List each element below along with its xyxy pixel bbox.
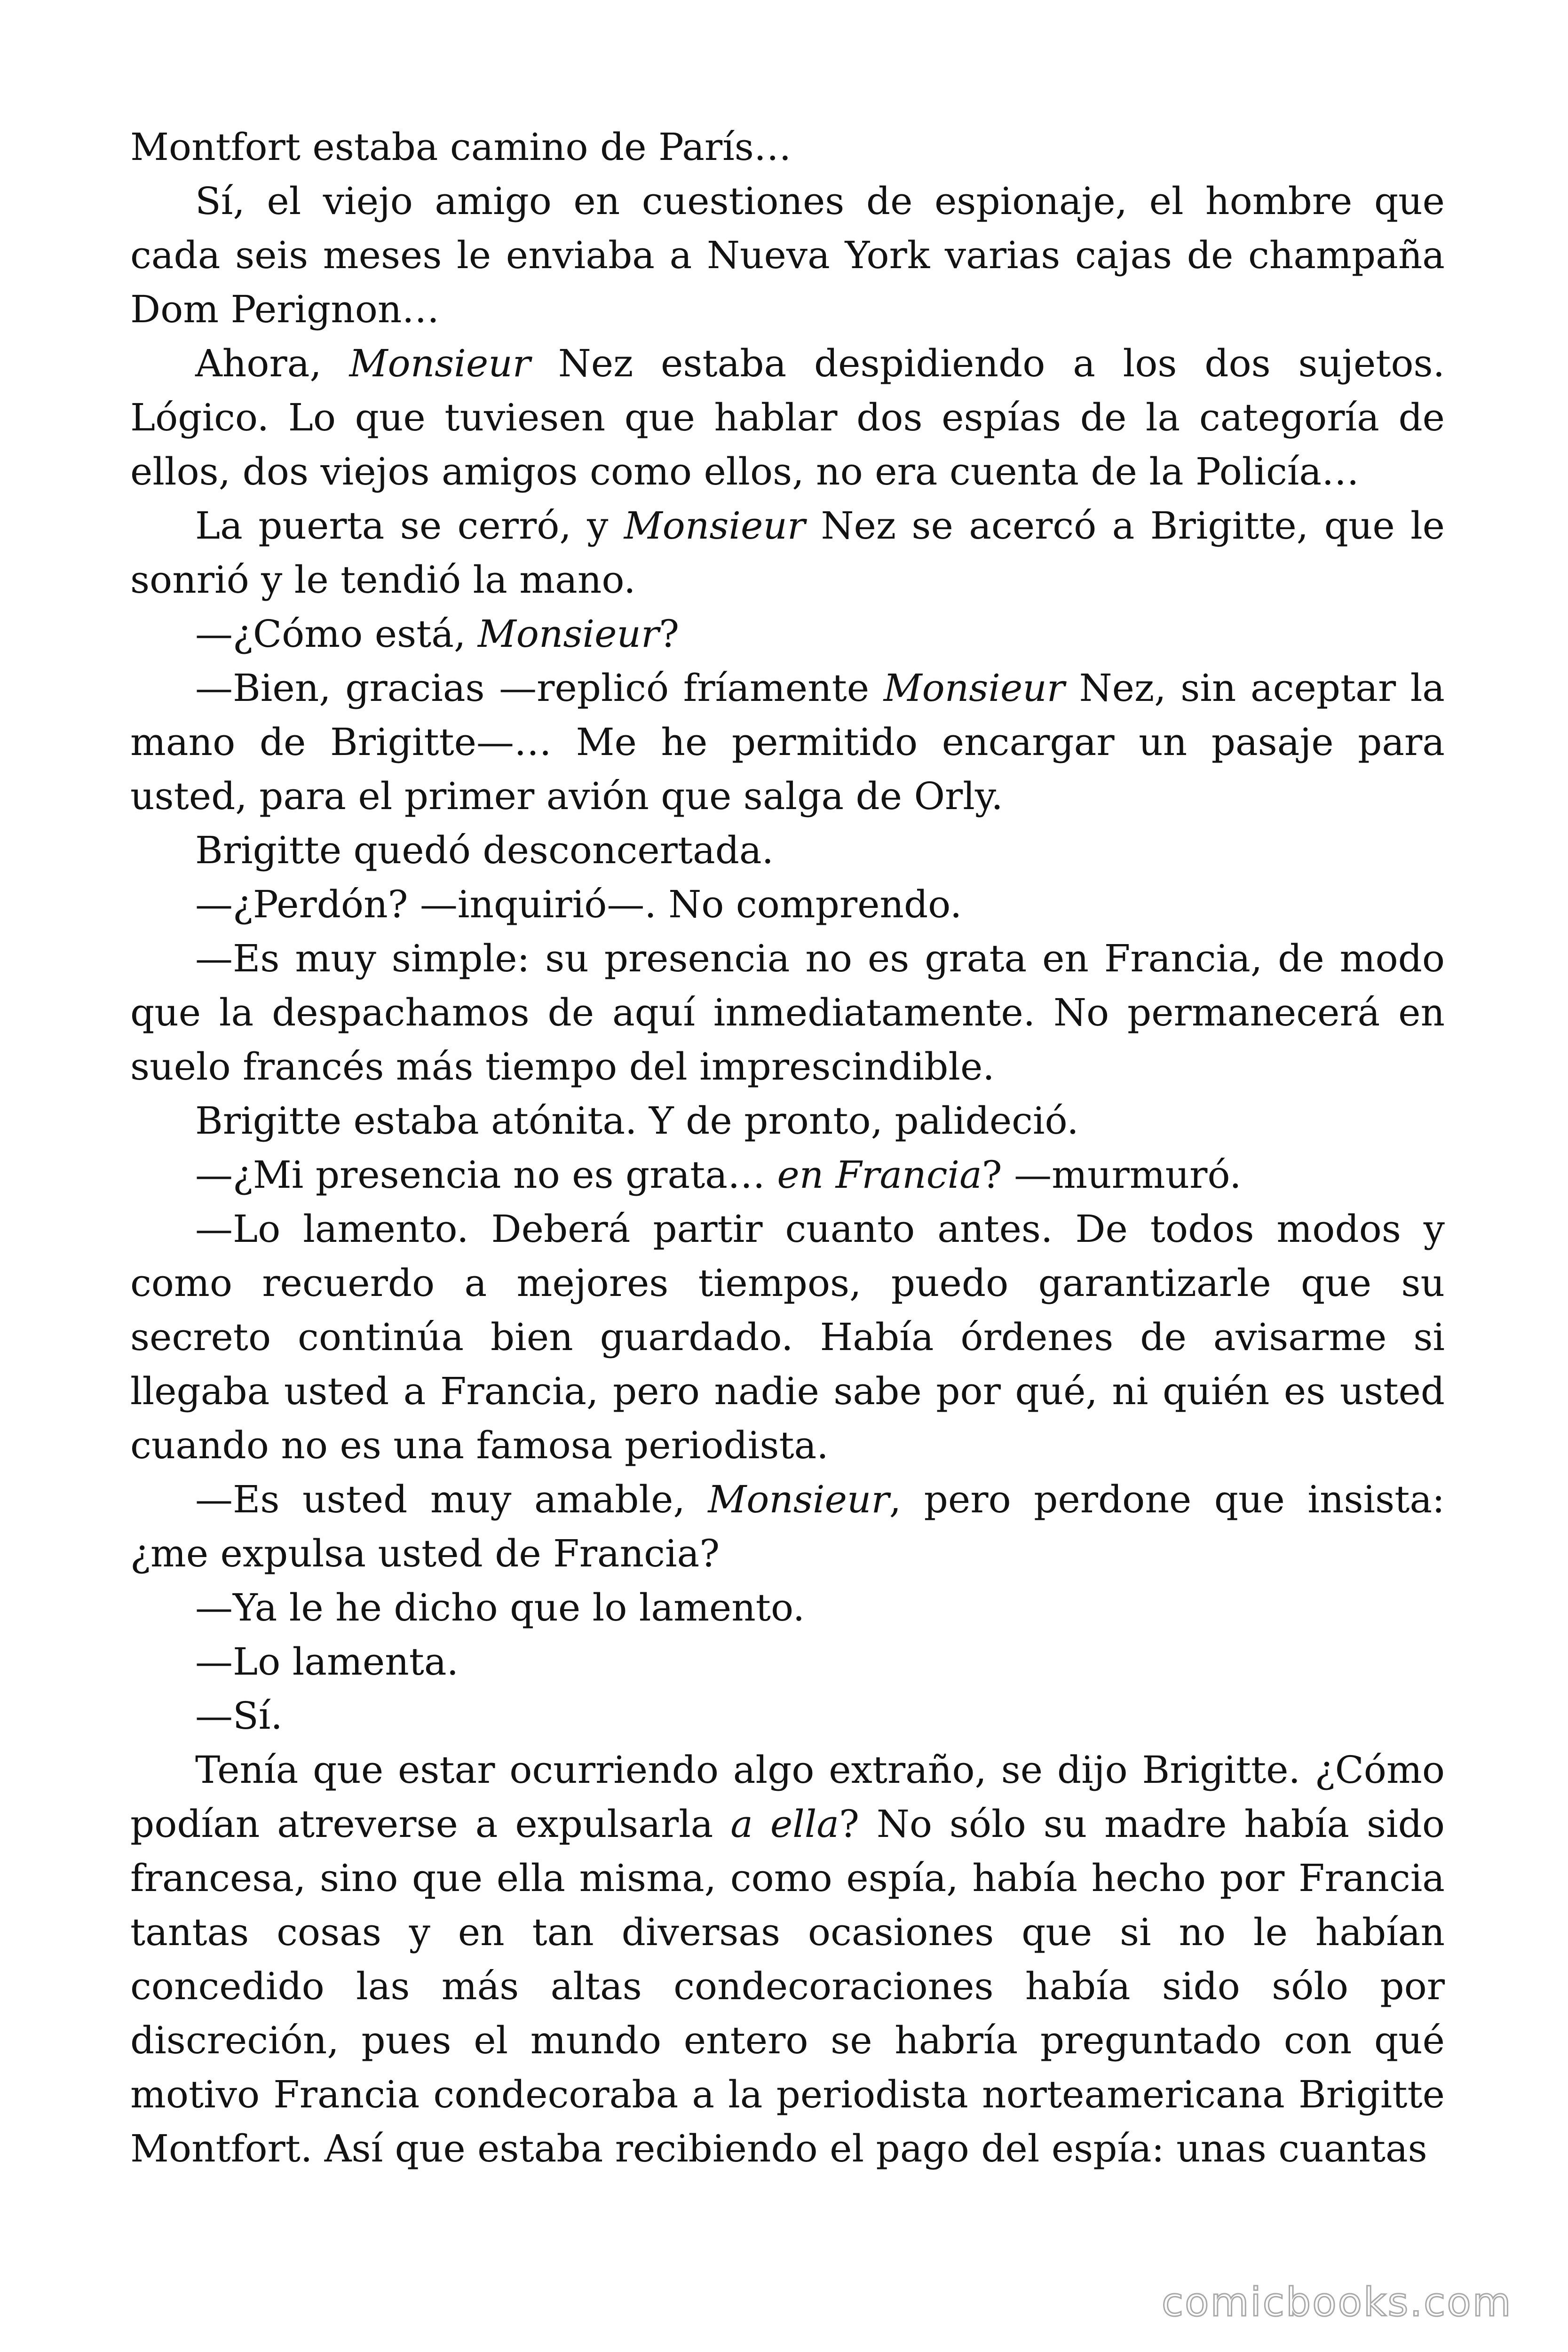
text-run: —Es muy simple: su presencia no es grata en Francia, de modo que la despachamos de aquí inmediatamente. No permanecerá en suelo francés más tiempo del imprescindible. [130,937,1445,1089]
paragraph [130,823,1445,877]
italic-text: Monsieur [708,1478,889,1521]
text-run: ? No sólo su madre había sido francesa, sino que ella misma, como espía, había hecho por Francia tantas cosas y en tan diversas ocasiones que si no le habían concedido las más altas condecoraciones había sido sólo por discreción, pues el mundo entero se habría preguntado con qué motivo Francia condecoraba a la periodista norteamericana Brigitte Montfort. Así que estaba recibiendo el pago del espía: unas cuantas [130,1802,1445,2170]
text-run: —¿Cómo está, [195,612,478,656]
text-run: Brigitte estaba atónita. Y de pronto, palideció. [195,1099,1079,1143]
paragraph [130,1743,1445,2176]
paragraph [130,1148,1445,1202]
text-run: —Sí. [195,1694,283,1738]
text-run: —¿Mi presencia no es grata… [195,1153,777,1197]
text-run: —Ya le he dicho que lo lamento. [195,1586,805,1629]
text-run: , pero perdone que insista: ¿me expulsa usted de Francia? [130,1478,1445,1575]
text-run: Tenía que estar ocurriendo algo extraño, se dijo Brigitte. ¿Cómo podían atreverse a expulsarla [130,1748,1445,1846]
paragraph [130,499,1445,607]
paragraph [130,1202,1445,1472]
paragraph [130,931,1445,1094]
text-run: Nez se acercó a Brigitte, que le sonrió y le tendió la mano. [130,504,1445,602]
watermark-logo: comicbooks.com [1162,2279,1513,2325]
italic-text: en Francia [777,1153,982,1197]
italic-text: Monsieur [349,342,531,385]
paragraph [130,336,1445,499]
paragraph [130,607,1445,661]
text-run: —Bien, gracias —replicó fríamente [195,666,884,710]
paragraph [130,877,1445,931]
text-run: Ahora, [195,342,349,385]
text-run: Nez estaba despidiendo a los dos sujetos. Lógico. Lo que tuviesen que hablar dos espías de la categoría de ellos, dos viejos amigos como ellos, no era cuenta de la Policía… [130,342,1445,493]
paragraph [130,1581,1445,1635]
text-run: La puerta se cerró, y [195,504,624,548]
paragraph [130,174,1445,336]
text-run: ? [659,612,680,656]
text-run: —Lo lamenta. [195,1640,459,1684]
italic-text: Monsieur [883,666,1065,710]
paragraph [130,1094,1445,1148]
italic-text: Monsieur [477,612,659,656]
paragraph [130,1472,1445,1581]
text-run: Sí, el viejo amigo en cuestiones de espionaje, el hombre que cada seis meses le enviaba a Nueva York varias cajas de champaña Dom Perignon… [130,179,1445,331]
text-run: Brigitte quedó desconcertada. [195,828,774,872]
paragraph [130,1689,1445,1743]
text-run: ? —murmuró. [982,1153,1242,1197]
book-page-text [130,120,1445,2176]
italic-text: a ella [730,1802,839,1846]
text-run: —Lo lamento. Deberá partir cuanto antes. De todos modos y como recuerdo a mejores tiempos, puedo garantizarle que su secreto continúa bien guardado. Había órdenes de avisarme si llegaba usted a Francia, pero nadie sabe por qué, ni quién es usted cuando no es una famosa periodista. [130,1207,1445,1467]
paragraph [130,661,1445,823]
paragraph [130,120,1445,174]
text-run: —Es usted muy amable, [195,1478,708,1521]
text-run: —¿Perdón? —inquirió—. No comprendo. [195,882,962,926]
italic-text: Monsieur [624,504,806,548]
paragraph [130,1635,1445,1689]
text-run: Nez, sin aceptar la mano de Brigitte—… Me he permitido encargar un pasaje para usted, para el primer avión que salga de Orly. [130,666,1445,818]
text-run: Montfort estaba camino de París… [130,125,792,169]
